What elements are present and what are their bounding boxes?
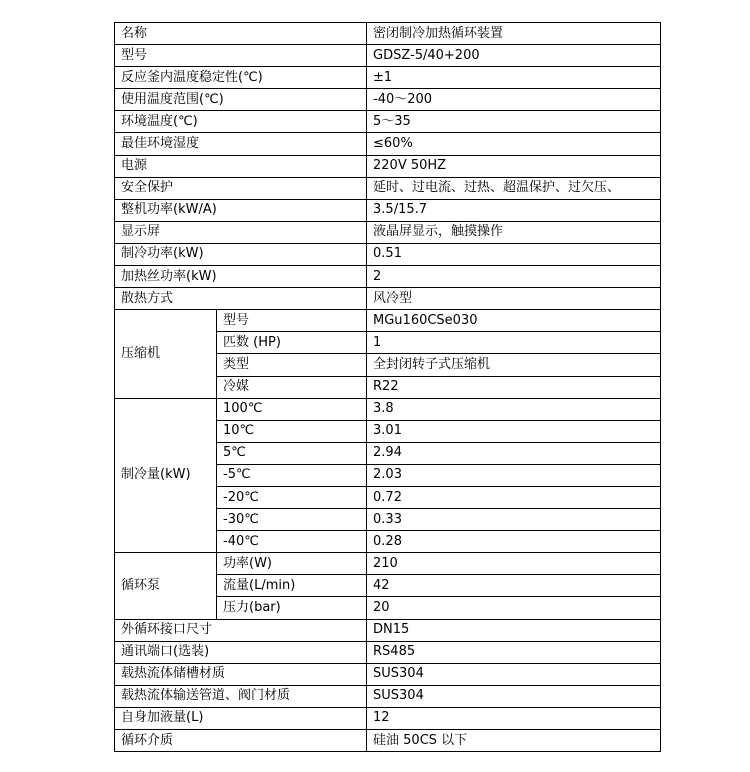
- table-row: [115, 398, 661, 420]
- row-label: 制冷功率(kW): [115, 243, 367, 265]
- row-label: 最佳环境湿度: [115, 133, 367, 155]
- row-label: 循环介质: [115, 730, 367, 752]
- row-value: 20: [367, 597, 661, 619]
- row-value: 12: [367, 707, 661, 729]
- row-value: SUS304: [367, 685, 661, 707]
- table-row: [115, 310, 661, 332]
- row-value: 延时、过电流、过热、超温保护、过欠压、: [367, 177, 661, 199]
- pump-group-label: 循环泵: [115, 553, 217, 619]
- sub-label: 10℃: [217, 420, 367, 442]
- row-value: 液晶屏显示，触摸操作: [367, 221, 661, 243]
- row-value: 3.01: [367, 420, 661, 442]
- table-row: [115, 221, 661, 243]
- row-value: ±1: [367, 67, 661, 89]
- sub-label: 压力(bar): [217, 597, 367, 619]
- table-row: [115, 243, 661, 265]
- table-row: [115, 707, 661, 729]
- row-label: 环境温度(℃): [115, 111, 367, 133]
- table-row: [115, 133, 661, 155]
- table-row: [115, 155, 661, 177]
- row-value: 全封闭转子式压缩机: [367, 354, 661, 376]
- table-row: [115, 266, 661, 288]
- row-label: 反应釜内温度稳定性(℃): [115, 67, 367, 89]
- sub-label: -30℃: [217, 509, 367, 531]
- row-value: 3.8: [367, 398, 661, 420]
- table-row: [115, 111, 661, 133]
- table-row: [115, 288, 661, 310]
- row-value: R22: [367, 376, 661, 398]
- row-value: 2.94: [367, 442, 661, 464]
- row-label: 电源: [115, 155, 367, 177]
- row-value: 5～35: [367, 111, 661, 133]
- row-label: 整机功率(kW/A): [115, 199, 367, 221]
- row-value: 210: [367, 553, 661, 575]
- sub-label: 5℃: [217, 442, 367, 464]
- row-label: 自身加液量(L): [115, 707, 367, 729]
- row-value: 风冷型: [367, 288, 661, 310]
- row-value: GDSZ-5/40+200: [367, 45, 661, 67]
- table-row: [115, 685, 661, 707]
- table-row: [115, 619, 661, 641]
- row-value: DN15: [367, 619, 661, 641]
- cooling-group-label: 制冷量(kW): [115, 398, 217, 553]
- row-label: 型号: [115, 45, 367, 67]
- row-value: SUS304: [367, 663, 661, 685]
- spec-table: [114, 22, 661, 752]
- row-value: 密闭制冷加热循环装置: [367, 23, 661, 45]
- sub-label: 功率(W): [217, 553, 367, 575]
- row-label: 安全保护: [115, 177, 367, 199]
- row-label: 散热方式: [115, 288, 367, 310]
- sub-label: 匹数 (HP): [217, 332, 367, 354]
- row-value: 220V 50HZ: [367, 155, 661, 177]
- row-value: 42: [367, 575, 661, 597]
- row-value: ≤60%: [367, 133, 661, 155]
- sub-label: -40℃: [217, 531, 367, 553]
- row-value: -40～200: [367, 89, 661, 111]
- table-row: [115, 67, 661, 89]
- table-row: [115, 730, 661, 752]
- row-value: 0.51: [367, 243, 661, 265]
- row-label: 载热流体输送管道、阀门材质: [115, 685, 367, 707]
- table-row: [115, 199, 661, 221]
- row-value: 0.28: [367, 531, 661, 553]
- row-label: 名称: [115, 23, 367, 45]
- row-value: 1: [367, 332, 661, 354]
- row-label: 显示屏: [115, 221, 367, 243]
- row-label: 通讯端口(选装): [115, 641, 367, 663]
- table-row: [115, 45, 661, 67]
- row-value: 2.03: [367, 464, 661, 486]
- row-value: 0.72: [367, 486, 661, 508]
- compressor-group-label: 压缩机: [115, 310, 217, 398]
- row-label: 加热丝功率(kW): [115, 266, 367, 288]
- table-row: [115, 177, 661, 199]
- table-row: [115, 89, 661, 111]
- sub-label: 流量(L/min): [217, 575, 367, 597]
- table-row: [115, 23, 661, 45]
- row-label: 外循环接口尺寸: [115, 619, 367, 641]
- table-row: [115, 553, 661, 575]
- sub-label: 100℃: [217, 398, 367, 420]
- sub-label: 型号: [217, 310, 367, 332]
- sub-label: 冷媒: [217, 376, 367, 398]
- row-value: 硅油 50CS 以下: [367, 730, 661, 752]
- table-row: [115, 641, 661, 663]
- row-value: 2: [367, 266, 661, 288]
- table-row: [115, 663, 661, 685]
- sub-label: -5℃: [217, 464, 367, 486]
- row-value: 0.33: [367, 509, 661, 531]
- row-label: 载热流体储槽材质: [115, 663, 367, 685]
- row-label: 使用温度范围(℃): [115, 89, 367, 111]
- sub-label: -20℃: [217, 486, 367, 508]
- sub-label: 类型: [217, 354, 367, 376]
- row-value: RS485: [367, 641, 661, 663]
- row-value: 3.5/15.7: [367, 199, 661, 221]
- row-value: MGu160CSe030: [367, 310, 661, 332]
